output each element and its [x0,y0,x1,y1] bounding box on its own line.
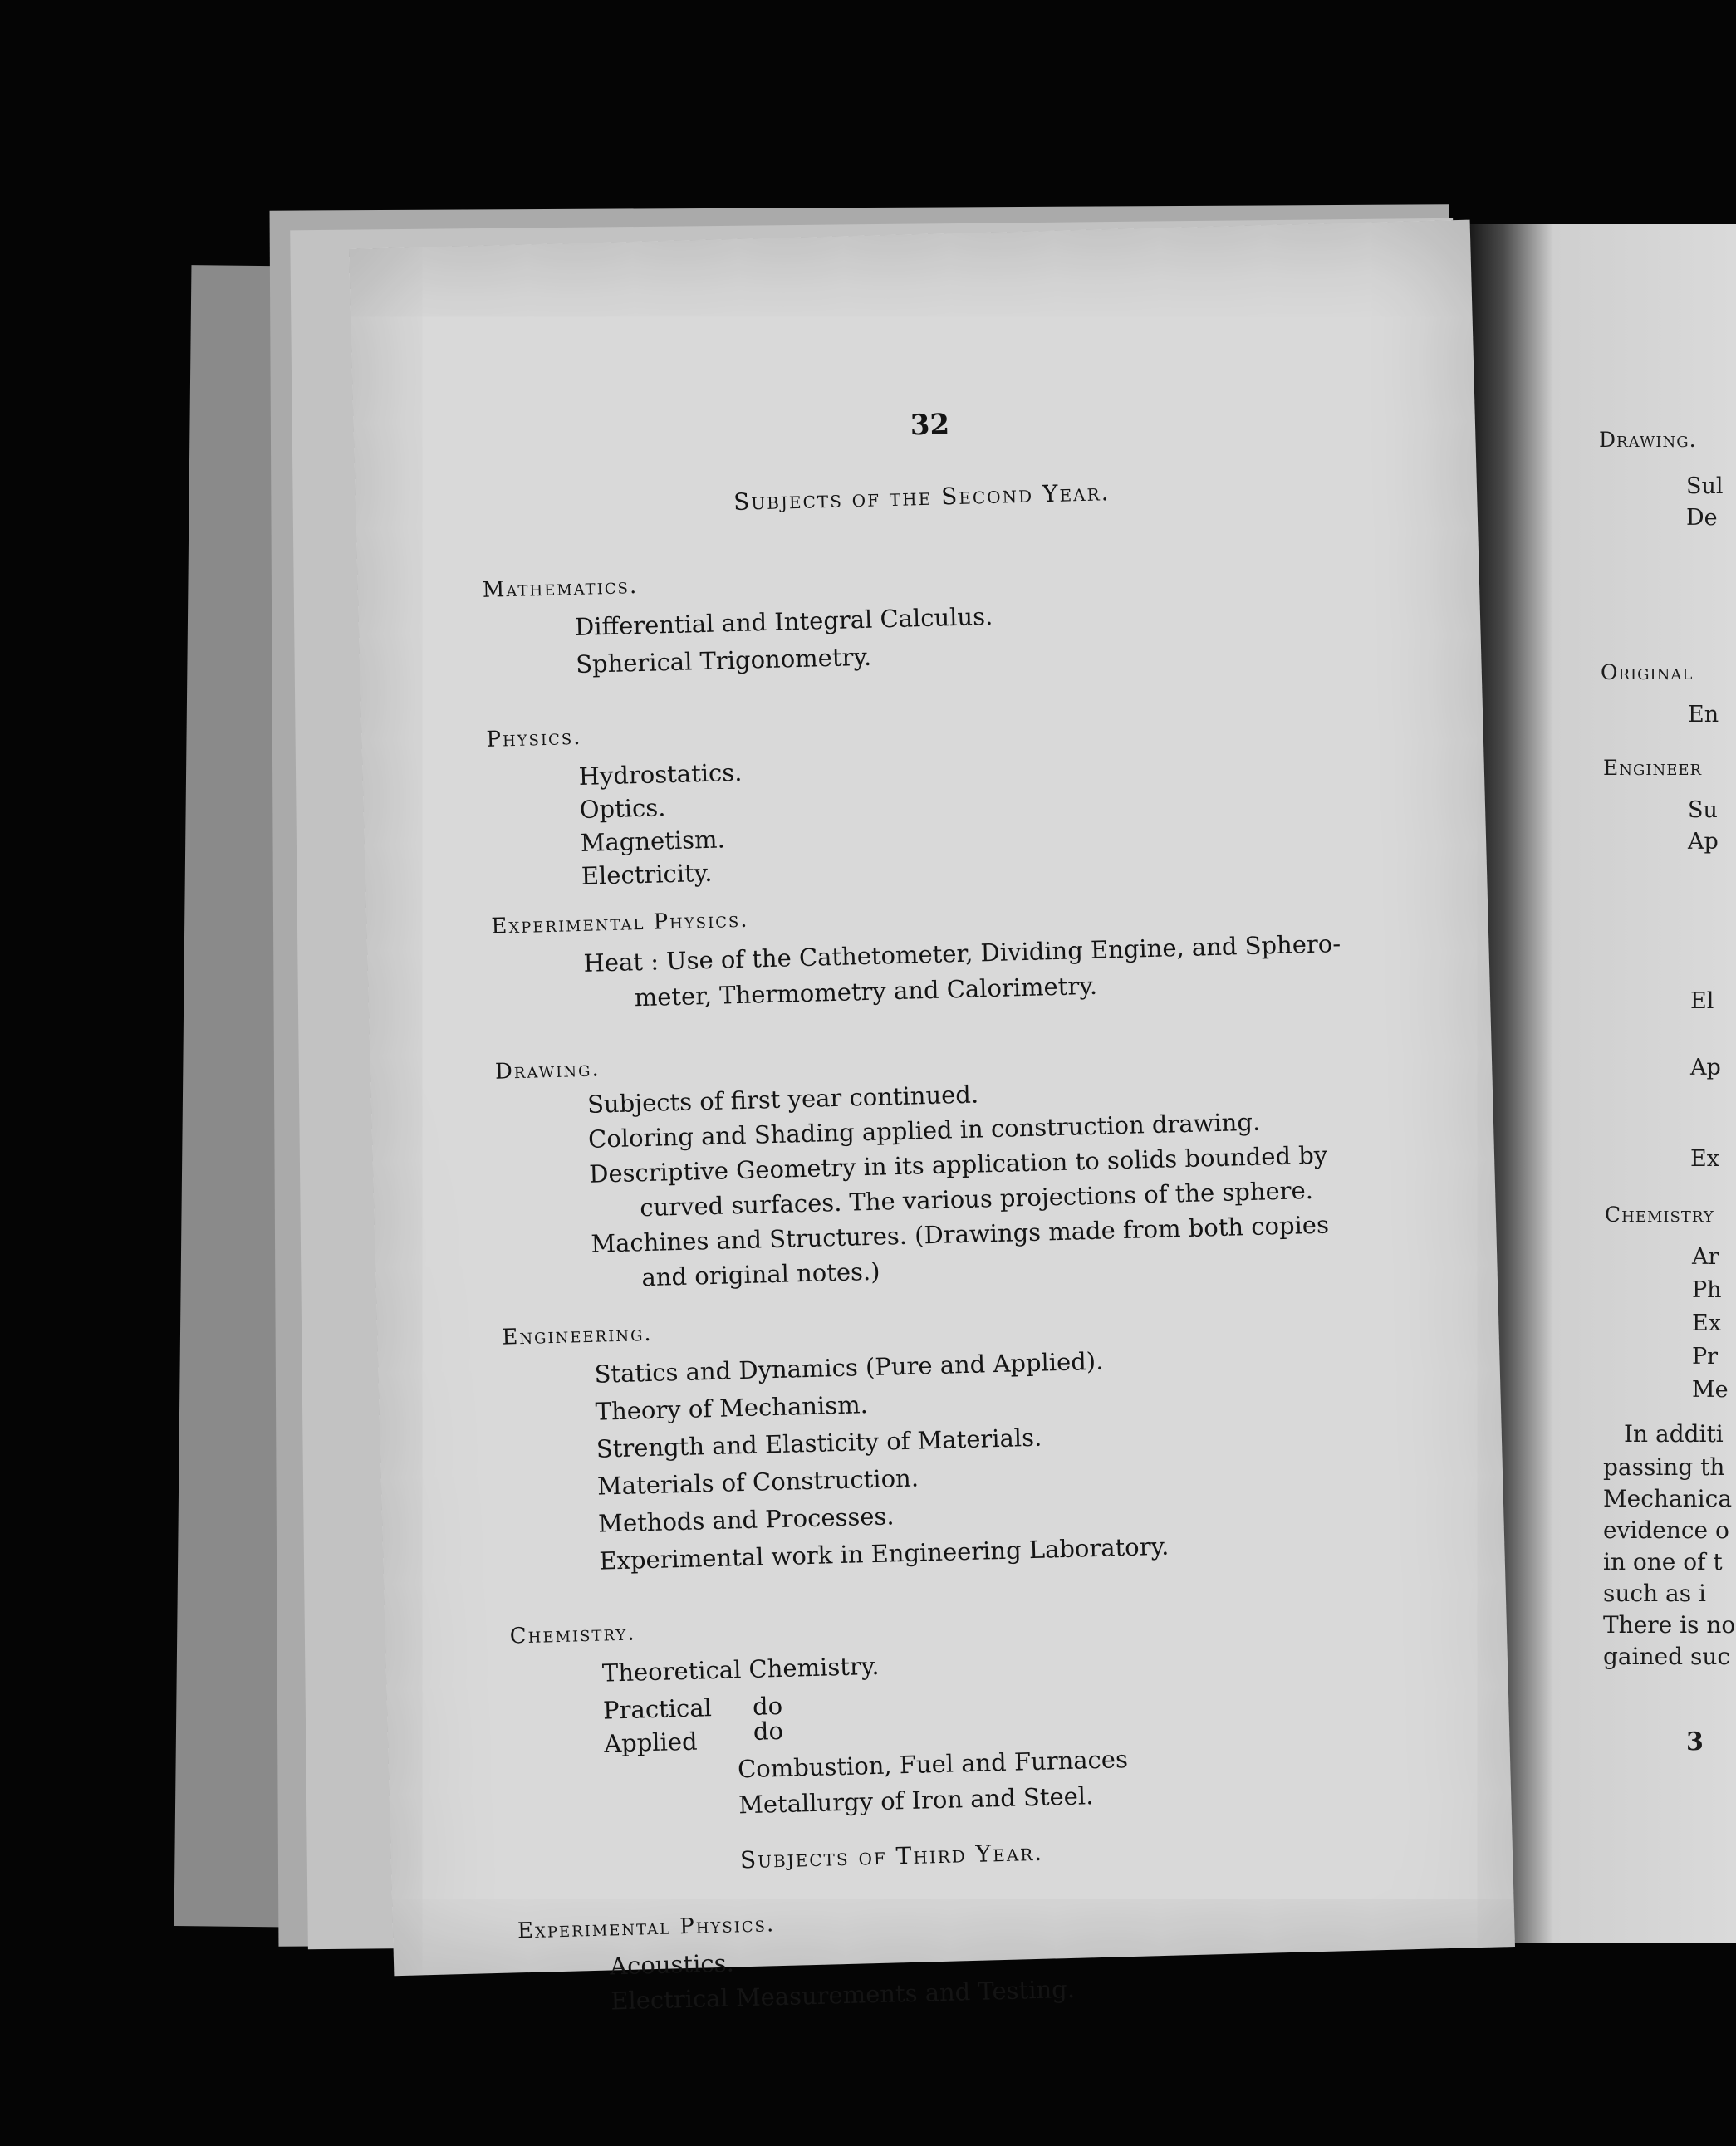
list-item: Acoustics. [609,1948,735,1981]
facing-page-fragment: Sul [1686,473,1724,499]
facing-page-fragment: Ph [1692,1277,1722,1303]
heading-drawing: Drawing. [494,1056,601,1085]
facing-page-paragraph-line: gained suc [1603,1643,1731,1670]
second-year-title: Subjects of the Second Year. [733,478,1111,516]
list-item: Electrical Measurements and Testing. [610,1974,1076,2016]
facing-page-fragment: Ar [1692,1244,1719,1270]
facing-page-fragment: Pr [1692,1344,1719,1369]
list-item: Experimental work in Engineering Laboratory. [599,1531,1170,1575]
facing-page-paragraph-line: There is no [1603,1611,1736,1639]
list-item: and original notes.) [641,1257,880,1292]
list-item: Materials of Construction. [596,1463,919,1501]
list-item: Subjects of first year continued. [586,1080,979,1119]
list-item: Theoretical Chemistry. [601,1651,880,1688]
facing-page-number: 3 [1686,1727,1704,1756]
list-item: Spherical Trigonometry. [575,642,872,679]
list-item: Descriptive Geometry in its application to solids bounded by [588,1140,1328,1188]
list-item: meter, Thermometry and Calorimetry. [634,971,1098,1012]
heading-mathematics: Mathematics. [482,574,639,603]
list-item: Machines and Structures. (Drawings made from both copies [591,1210,1330,1258]
list-item: Theory of Mechanism. [595,1390,869,1426]
page-number: 32 [910,408,950,443]
list-item: Hydrostatics. [578,757,743,791]
list-item: Optics. [579,793,666,824]
list-item: Differential and Integral Calculus. [574,601,993,642]
facing-page-heading-drawing: Drawing. [1599,428,1697,452]
ditto-mark: do [752,1691,783,1721]
facing-page-fragment: Ap [1688,829,1719,855]
heading-experimental-physics-third-year: Experimental Physics. [517,1912,776,1944]
facing-page-heading-engineering: Engineer [1603,756,1703,780]
facing-page-heading-chemistry: Chemistry [1605,1203,1714,1227]
facing-page-heading-original: Original [1601,660,1694,684]
ditto-mark: do [753,1716,784,1746]
list-item: Methods and Processes. [597,1502,895,1538]
facing-page-fragment: Me [1692,1377,1729,1403]
facing-page-fragment: El [1690,988,1714,1014]
facing-page-paragraph-line: evidence o [1603,1516,1729,1544]
third-year-title: Subjects of Third Year. [739,1838,1044,1874]
list-item: Combustion, Fuel and Furnaces [737,1745,1129,1784]
facing-page-fragment: De [1686,505,1718,531]
list-item: Coloring and Shading applied in construction drawing. [587,1107,1261,1154]
facing-page-fragment: En [1688,702,1719,728]
facing-page-paragraph-line: such as i [1603,1580,1706,1607]
facing-page-paragraph-line: passing th [1603,1453,1725,1481]
list-item: Heat : Use of the Cathetometer, Dividing Engine, and Sphero- [583,929,1341,977]
facing-page-fragment: Su [1688,797,1718,823]
facing-page-fragment: Ex [1692,1311,1721,1336]
list-item: Strength and Elasticity of Materials. [596,1423,1042,1463]
document-page [349,220,1515,2016]
list-item: Statics and Dynamics (Pure and Applied). [594,1346,1104,1389]
list-item: curved surfaces. The various projections of the sphere. [639,1176,1314,1222]
facing-page-fragment: Ap [1690,1055,1721,1080]
list-item: Metallurgy of Iron and Steel. [738,1781,1094,1820]
list-item: Electricity. [581,858,713,890]
list-item: Magnetism. [580,825,726,857]
heading-engineering: Engineering. [501,1320,654,1350]
list-item: Practical [602,1693,713,1725]
facing-page-paragraph-line: In additi [1624,1420,1724,1448]
heading-experimental-physics: Experimental Physics. [491,907,749,939]
heading-chemistry: Chemistry. [509,1620,636,1649]
list-item: Applied [603,1727,698,1758]
heading-physics: Physics. [486,724,582,752]
facing-page-paragraph-line: in one of t [1603,1548,1723,1575]
facing-page [1470,224,1736,1943]
facing-page-paragraph-line: Mechanica [1603,1485,1733,1512]
facing-page-fragment: Ex [1690,1146,1719,1172]
